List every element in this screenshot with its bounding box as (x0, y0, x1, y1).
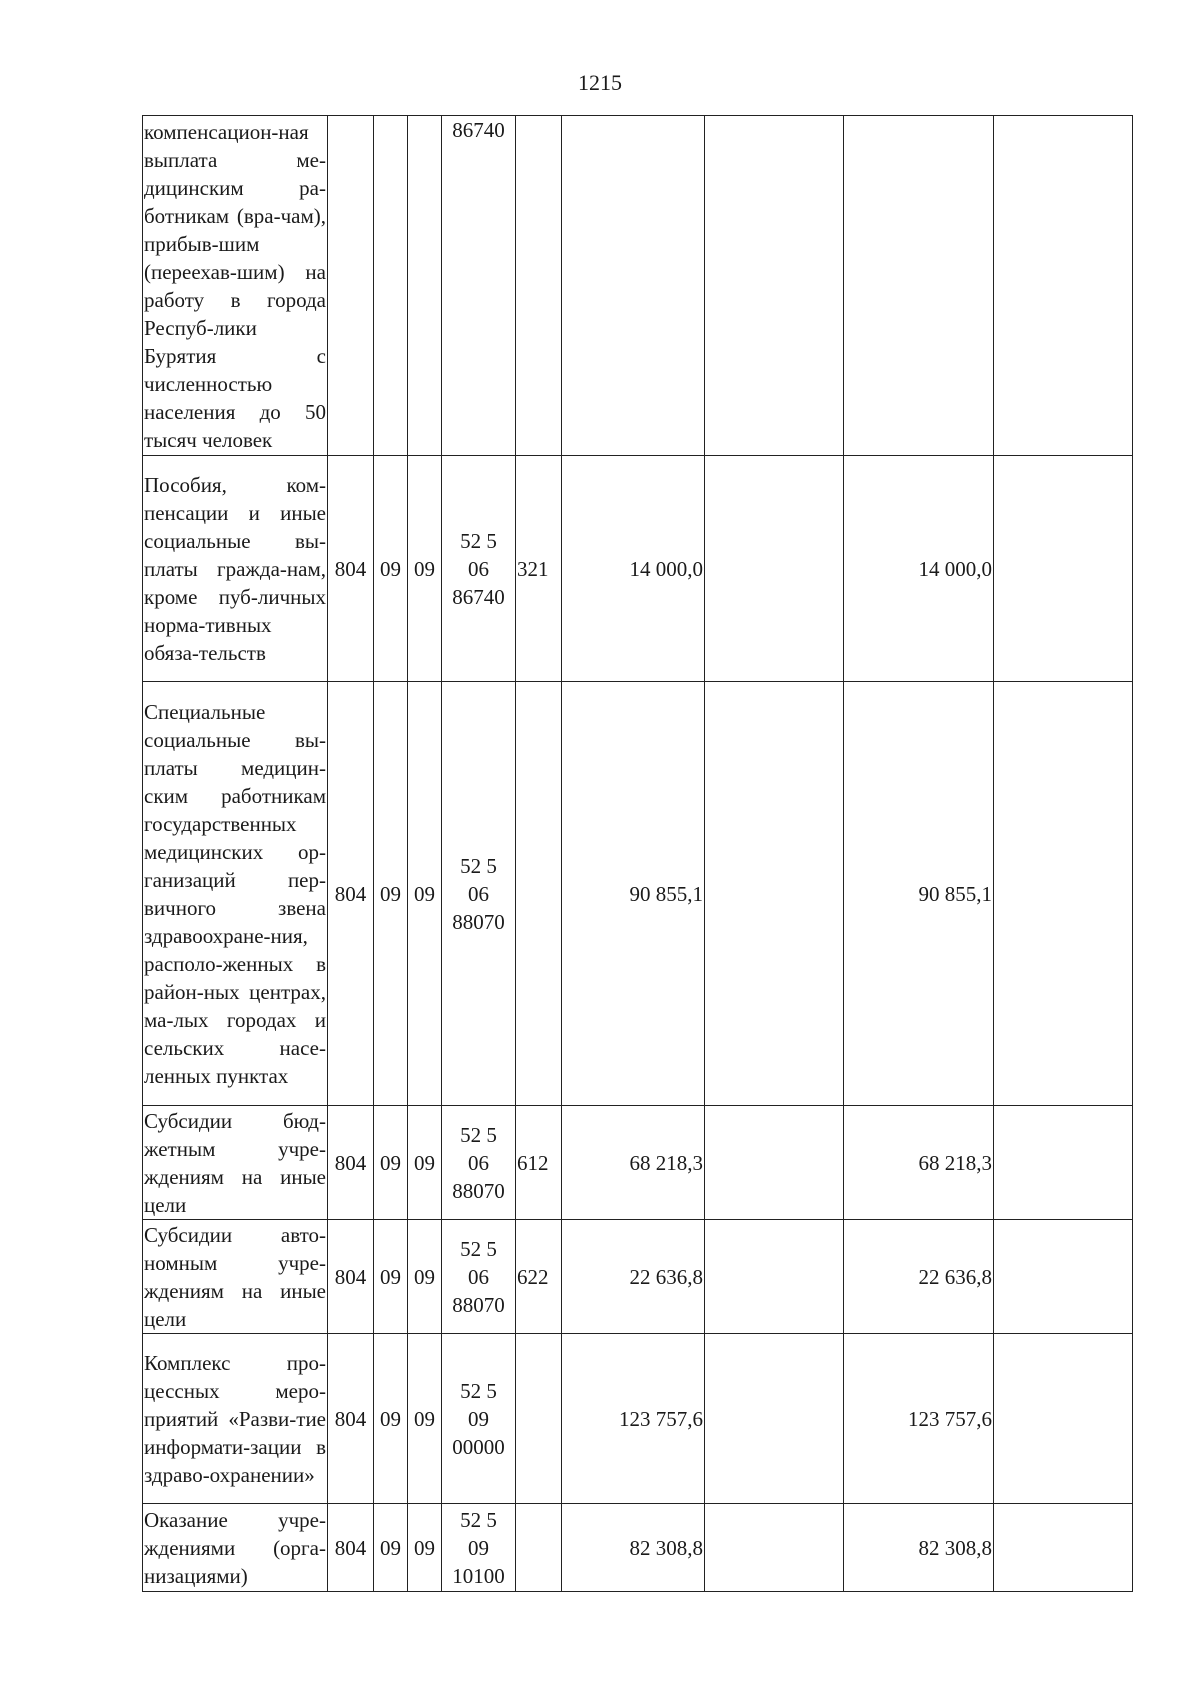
amount-col-4 (994, 116, 1133, 456)
table-row (143, 116, 1133, 456)
glava-code: 804 (328, 1504, 374, 1592)
target-code-line: 86740 (452, 584, 505, 609)
row-name: Пособия, ком-пенсации и иные социальные вы-платы гражда-нам, кроме пуб-личных норма-тивных обяза-тельств (143, 456, 328, 682)
row-name: Специальные социальные вы-платы медицин-ским работникам государственных медицинских ор-ганизаций пер-вичного звена здравоохране-ния, располо-женных в район-ных центрах, ма-лых городах и сельских насе-ленных пунктах (143, 682, 328, 1106)
expense-type-code (516, 1504, 562, 1592)
amount-col-2 (705, 1220, 844, 1334)
target-article-code (442, 1334, 516, 1504)
expense-type-code: 612 (516, 1106, 562, 1220)
amount-col-1: 14 000,0 (562, 456, 705, 682)
glava-code: 804 (328, 682, 374, 1106)
subsection-code: 09 (408, 682, 442, 1106)
section-code: 09 (374, 1220, 408, 1334)
table-row (143, 1504, 1133, 1592)
subsection-code: 09 (408, 456, 442, 682)
glava-code: 804 (328, 456, 374, 682)
subsection-code: 09 (408, 1220, 442, 1334)
section-code: 09 (374, 456, 408, 682)
table-row (143, 1106, 1133, 1220)
amount-col-3: 22 636,8 (844, 1220, 994, 1334)
target-article-code (442, 1106, 516, 1220)
subsection-code: 09 (408, 1334, 442, 1504)
amount-col-4 (994, 456, 1133, 682)
budget-table (142, 115, 1133, 1592)
target-code-line: 88070 (452, 1292, 505, 1317)
section-code: 09 (374, 682, 408, 1106)
target-code-line: 52 5 (460, 1378, 497, 1403)
table-row (143, 1334, 1133, 1504)
amount-col-2 (705, 682, 844, 1106)
amount-col-4 (994, 682, 1133, 1106)
amount-col-3: 123 757,6 (844, 1334, 994, 1504)
glava-code: 804 (328, 1106, 374, 1220)
subsection-code: 09 (408, 1504, 442, 1592)
target-code-line: 52 5 (460, 1236, 497, 1261)
section-code (374, 116, 408, 456)
glava-code (328, 116, 374, 456)
table-row (143, 456, 1133, 682)
amount-col-2 (705, 1106, 844, 1220)
page-number: 1215 (578, 70, 622, 95)
amount-col-1 (562, 116, 705, 456)
row-name: Субсидии бюд-жетным учре-ждениям на иные цели (143, 1106, 328, 1220)
target-code-line: 52 5 (460, 528, 497, 553)
target-code-line: 06 (468, 1150, 489, 1175)
expense-type-code (516, 1334, 562, 1504)
target-code-line: 52 5 (460, 853, 497, 878)
row-name: компенсацион-ная выплата ме-дицинским ра-ботникам (вра-чам), прибыв-шим (переехав-шим) на работу в города Респуб-лики Бурятия с численностью населения до 50 тысяч человек (143, 116, 328, 456)
target-code-line: 00000 (452, 1434, 505, 1459)
target-code-line: 06 (468, 1264, 489, 1289)
target-code-line: 88070 (452, 1178, 505, 1203)
amount-col-2 (705, 1334, 844, 1504)
subsection-code: 09 (408, 1106, 442, 1220)
amount-col-3: 14 000,0 (844, 456, 994, 682)
amount-col-1: 68 218,3 (562, 1106, 705, 1220)
section-code: 09 (374, 1504, 408, 1592)
amount-col-3: 68 218,3 (844, 1106, 994, 1220)
target-code-line: 06 (468, 881, 489, 906)
amount-col-4 (994, 1220, 1133, 1334)
target-article-code (442, 116, 516, 456)
amount-col-1: 90 855,1 (562, 682, 705, 1106)
target-code-line: 09 (468, 1406, 489, 1431)
glava-code: 804 (328, 1334, 374, 1504)
table-row (143, 1220, 1133, 1334)
target-code-line: 88070 (452, 909, 505, 934)
expense-type-code (516, 682, 562, 1106)
amount-col-3: 82 308,8 (844, 1504, 994, 1592)
amount-col-2 (705, 456, 844, 682)
section-code: 09 (374, 1334, 408, 1504)
row-name: Оказание учре-ждениями (орга-низациями) (143, 1504, 328, 1592)
target-code-line: 52 5 (460, 1122, 497, 1147)
target-article-code (442, 1220, 516, 1334)
amount-col-4 (994, 1504, 1133, 1592)
expense-type-code: 321 (516, 456, 562, 682)
amount-col-1: 22 636,8 (562, 1220, 705, 1334)
amount-col-3 (844, 116, 994, 456)
section-code: 09 (374, 1106, 408, 1220)
target-article-code (442, 456, 516, 682)
amount-col-2 (705, 116, 844, 456)
table-body (143, 116, 1133, 1592)
target-code-line: 10100 (452, 1563, 505, 1588)
target-code-line: 09 (468, 1535, 489, 1560)
amount-col-4 (994, 1334, 1133, 1504)
target-article-code (442, 1504, 516, 1592)
target-article-code (442, 682, 516, 1106)
expense-type-code (516, 116, 562, 456)
amount-col-4 (994, 1106, 1133, 1220)
table-row (143, 682, 1133, 1106)
amount-col-1: 82 308,8 (562, 1504, 705, 1592)
row-name: Субсидии авто-номным учре-ждениям на иные цели (143, 1220, 328, 1334)
target-code-line: 52 5 (460, 1507, 497, 1532)
expense-type-code: 622 (516, 1220, 562, 1334)
amount-col-1: 123 757,6 (562, 1334, 705, 1504)
amount-col-3: 90 855,1 (844, 682, 994, 1106)
target-code-line: 06 (468, 556, 489, 581)
target-code-line: 86740 (452, 118, 505, 142)
row-name: Комплекс про-цессных меро-приятий «Разви-тие информати-зации в здраво-охранении» (143, 1334, 328, 1504)
subsection-code (408, 116, 442, 456)
amount-col-2 (705, 1504, 844, 1592)
glava-code: 804 (328, 1220, 374, 1334)
